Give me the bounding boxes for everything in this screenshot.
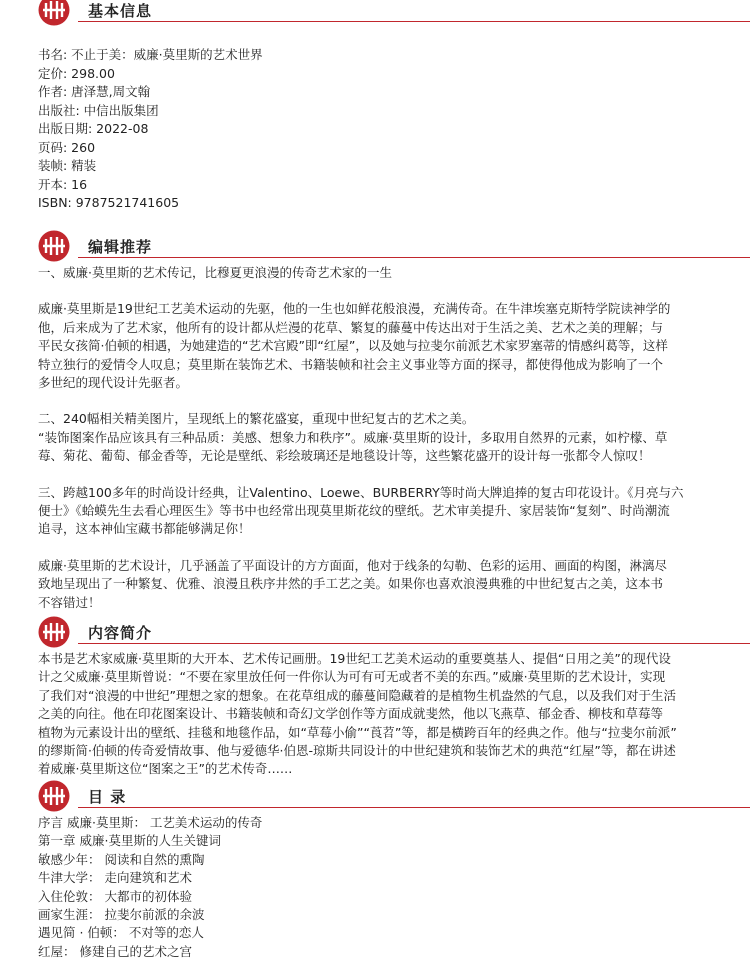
- blank-line: [38, 466, 744, 484]
- text-line: “装饰图案作品应该具有三种品质：美感、想象力和秩序”。威廉·莫里斯的设计，多取用自然界的元素，如柠檬、草: [38, 429, 668, 445]
- info-binding: 装帧: 精装: [38, 158, 97, 173]
- toc-item: 第一章 威廉·莫里斯的人生关键词: [38, 833, 221, 849]
- section-title: 基本信息: [88, 2, 153, 20]
- toc-item: 红屋： 修建自己的艺术之宫: [38, 943, 192, 959]
- citic-logo-icon: [38, 230, 70, 262]
- blank-line: [38, 282, 744, 300]
- section-divider: [78, 21, 750, 22]
- info-publisher: 出版社: 中信出版集团: [38, 102, 159, 118]
- toc-item: 遇见简 · 伯顿： 不对等的恋人: [38, 925, 204, 941]
- text-line: 致地呈现出了一种繁复、优雅、浪漫且秩序井然的手工艺之美。如果你也喜欢浪漫典雅的中世纪复古之美，这本书: [38, 576, 664, 592]
- toc-item: 画家生涯： 拉斐尔前派的余波: [38, 907, 205, 923]
- section-divider: [78, 643, 750, 644]
- text-line: 莓、菊花、葡萄、郁金香等，无论是壁纸、彩绘玻璃还是地毯设计等，这些繁花盛开的设计每一张都令人惊叹！: [38, 448, 651, 464]
- text-line: 计之父威廉·莫里斯曾说：“不要在家里放任何一件你认为可有可无或者不美的东西。”威廉·莫里斯的艺术设计，实现: [38, 669, 666, 685]
- text-line: 不容错过！: [38, 594, 101, 610]
- text-line: 之美的向往。他在印花图案设计、书籍装帧和奇幻文学创作等方面成就斐然，他以飞燕草、郁金香、柳枝和草莓等: [38, 706, 664, 722]
- text-line: 平民女孩简·伯顿的相遇，为她建造的“艺术宫殿”即“红屋”，以及她与拉斐尔前派艺术家罗塞蒂的情感纠葛等，这样: [38, 338, 668, 354]
- citic-logo-icon: [38, 780, 70, 812]
- section-header-toc: [38, 780, 750, 812]
- text-line: 二、240幅相关精美图片，呈现纸上的繁花盛宴，重现中世纪复古的艺术之美。: [38, 411, 475, 427]
- text-line: 着威廉·莫里斯这位“图案之王”的艺术传奇……: [38, 761, 293, 777]
- text-line: 植物为元素设计出的壁纸、挂毯和地毯作品，如“草莓小偷”“莨苕”等，都是横跨百年的经典之作。他与“拉斐尔前派”: [38, 724, 677, 740]
- text-line: 威廉·莫里斯的艺术设计，几乎涵盖了平面设计的方方面面，他对于线条的勾勒、色彩的运用、画面的构图，淋漓尽: [38, 557, 667, 573]
- text-line: 的缪斯简·伯顿的传奇爱情故事、他与爱德华·伯恩-琼斯共同设计的中世纪建筑和装饰艺术的典范“红屋”等，都在讲述: [38, 743, 676, 759]
- section-header-intro: [38, 616, 750, 648]
- blank-line: [38, 539, 744, 557]
- text-line: 威廉·莫里斯是19世纪工艺美术运动的先驱，他的一生也如鲜花般浪漫，充满传奇。在牛津埃塞克斯特学院读神学的: [38, 301, 671, 317]
- editor-recommend-text: [38, 264, 744, 612]
- text-line: 追寻，这本神仙宝藏书都能够满足你！: [38, 521, 251, 537]
- basic-info-list: [38, 46, 744, 213]
- info-price: 定价: 298.00: [38, 65, 115, 81]
- toc-list: [38, 814, 744, 961]
- content-intro-text: [38, 650, 744, 779]
- text-line: 本书是艺术家威廉·莫里斯的大开本、艺术传记画册。19世纪工艺美术运动的重要奠基人、提倡“日用之美”的现代设: [38, 651, 671, 666]
- text-line: 一、威廉·莫里斯的艺术传记，比穆夏更浪漫的传奇艺术家的一生: [38, 265, 392, 280]
- citic-logo-icon: [38, 616, 70, 648]
- info-author: 作者: 唐泽慧,周文翰: [38, 84, 151, 99]
- info-title: 书名: 不止于美：威廉·莫里斯的艺术世界: [38, 47, 263, 62]
- toc-item: 序言 威廉·莫里斯： 工艺美术运动的传奇: [38, 815, 263, 830]
- toc-item: 牛津大学： 走向建筑和艺术: [38, 870, 192, 886]
- info-pub-date: 出版日期: 2022-08: [38, 121, 149, 136]
- text-line: 他，后来成为了艺术家，他所有的设计都从烂漫的花草、繁复的藤蔓中传达出对于生活之美、艺术之美的理解；与: [38, 319, 664, 335]
- section-title: 编辑推荐: [88, 238, 153, 256]
- section-header-editor: [38, 230, 750, 262]
- section-title: 目 录: [88, 788, 127, 806]
- section-divider: [78, 257, 750, 258]
- blank-line: [38, 392, 744, 410]
- text-line: 了我们对“浪漫的中世纪”理想之家的想象。在花草组成的藤蔓间隐藏着的是植物生机盎然的气息，以及我们对于生活: [38, 687, 676, 703]
- text-line: 多世纪的现代设计先驱者。: [38, 375, 189, 391]
- section-header-basic-info: [38, 0, 750, 26]
- toc-item: 敏感少年： 阅读和自然的熏陶: [38, 851, 205, 867]
- text-line: 特立独行的爱情令人叹息；莫里斯在装饰艺术、书籍装帧和社会主义事业等方面的探寻，都使得他成为影响了一个: [38, 356, 664, 372]
- info-format: 开本: 16: [38, 176, 88, 192]
- info-isbn: ISBN: 9787521741605: [38, 195, 180, 210]
- text-line: 便士》《蛤蟆先生去看心理医生》等书中也经常出现莫里斯花纹的壁纸。艺术审美提升、家居装饰“复刻”、时尚潮流: [38, 503, 670, 519]
- section-title: 内容简介: [88, 624, 153, 642]
- section-divider: [78, 807, 750, 808]
- citic-logo-icon: [38, 0, 70, 26]
- toc-item: 入住伦敦： 大都市的初体验: [38, 888, 192, 904]
- text-line: 三、跨越100多年的时尚设计经典，让Valentino、Loewe、BURBERRY等时尚大牌追捧的复古印花设计。《月亮与六: [38, 484, 684, 500]
- info-pages: 页码: 260: [38, 139, 96, 155]
